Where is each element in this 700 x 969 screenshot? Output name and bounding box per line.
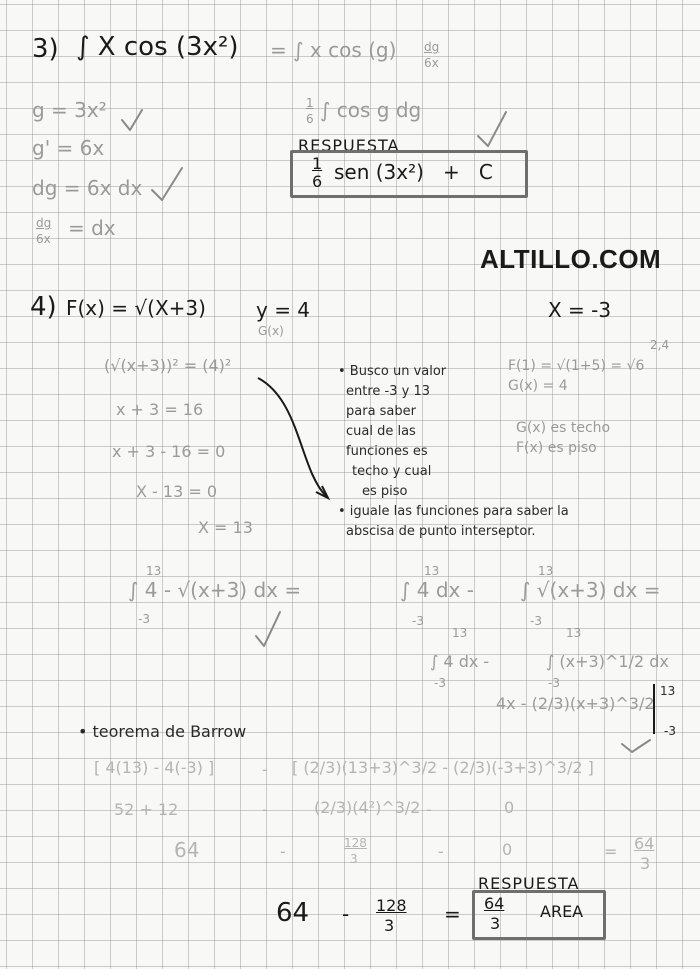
- barrow-row2-mid: -: [262, 800, 268, 819]
- barrow-row3-mid: -: [280, 842, 286, 861]
- problem-4-answer-label: RESPUESTA: [478, 874, 580, 893]
- problem-3-pre-rest: ∫ cos g dg: [320, 98, 422, 122]
- problem-4-note2-line2: abscisa de punto interseptor.: [346, 524, 536, 539]
- problem-4-eq1: (√(x+3))² = (4)²: [104, 356, 232, 375]
- watermark: ALTILLO.COM: [480, 244, 662, 274]
- side-line-4: F(x) es piso: [516, 440, 597, 456]
- final-minus: -: [342, 902, 350, 926]
- side-top: 2,4: [650, 338, 670, 352]
- barrow-row3-res-den: 3: [640, 854, 651, 873]
- barrow-row3-eq: =: [604, 842, 618, 861]
- problem-3-step-gprime: g' = 6x: [32, 136, 105, 160]
- barrow-row2-zero: 0: [504, 798, 515, 817]
- int2b-upper: 13: [538, 564, 554, 578]
- int2-upper: 13: [424, 564, 440, 578]
- problem-4-y-sub: G(x): [258, 324, 284, 338]
- int1-upper: 13: [146, 564, 162, 578]
- checkmark-icon: [622, 740, 650, 752]
- int2a-expr: ∫ 4 dx -: [400, 578, 474, 602]
- problem-4-f: F(x) = √(X+3): [66, 296, 206, 320]
- note1-line: funciones es: [346, 444, 428, 459]
- problem-3-pre-den: 6: [306, 112, 314, 126]
- int1-lower: -3: [138, 612, 150, 626]
- barrow-row2-dash: -: [426, 800, 432, 819]
- int2b-expr: ∫ √(x+3) dx =: [520, 578, 661, 602]
- problem-3-integral: ∫ X cos (3x²): [76, 32, 239, 62]
- eval-lower: -3: [664, 724, 676, 738]
- barrow-row3-dash: -: [438, 842, 444, 861]
- barrow-row3-zero: 0: [502, 840, 513, 859]
- note1-line: cual de las: [346, 424, 416, 439]
- barrow-row1-mid: -: [262, 760, 268, 779]
- problem-3-rewrite: = ∫ x cos (g): [270, 38, 397, 62]
- problem-3-rewrite-num: dg: [424, 40, 440, 54]
- barrow-row3-frac-num: 128: [344, 836, 367, 850]
- antiderivative: 4x - (2/3)(x+3)^3/2: [496, 694, 655, 713]
- problem-4-eq3: x + 3 - 16 = 0: [112, 442, 226, 461]
- problem-3-step-frac-num: dg: [36, 216, 52, 230]
- checkmark-icon: [152, 168, 182, 200]
- problem-4-number: 4): [30, 292, 57, 322]
- barrow-row2-right: (2/3)(4²)^3/2: [314, 798, 421, 817]
- problem-4-eq2: x + 3 = 16: [116, 400, 204, 419]
- final-eq: =: [444, 902, 461, 926]
- problem-4-answer-num: 64: [484, 894, 505, 913]
- problem-3-answer-rest: sen (3x²) + C: [334, 160, 493, 184]
- problem-4-answer-den: 3: [490, 914, 501, 933]
- eval-upper: 13: [660, 684, 676, 698]
- problem-4-eq4: X - 13 = 0: [136, 482, 218, 501]
- barrow-row3-left: 64: [174, 838, 200, 862]
- problem-3-rewrite-den: 6x: [424, 56, 439, 70]
- int1-expr: ∫ 4 - √(x+3) dx =: [128, 578, 302, 602]
- final-frac-num: 128: [376, 896, 407, 915]
- checkmark-icon: [478, 112, 506, 146]
- problem-3-pre-num: 1: [306, 96, 314, 110]
- arrow-icon: [258, 378, 326, 496]
- int3b-upper: 13: [566, 626, 582, 640]
- barrow-row3-frac-den: 3: [350, 852, 358, 866]
- problem-4-x: X = -3: [548, 298, 612, 322]
- problem-3-step-frac-den: 6x: [36, 232, 51, 246]
- final-left: 64: [276, 898, 310, 928]
- problem-3-step-dg: dg = 6x dx: [32, 176, 143, 200]
- int3b-expr: ∫ (x+3)^1/2 dx: [546, 652, 669, 671]
- final-frac-den: 3: [384, 916, 395, 935]
- note1-line: • Busco un valor: [338, 364, 447, 379]
- int3b-lower: -3: [548, 676, 560, 690]
- barrow-row3-res-num: 64: [634, 834, 655, 853]
- side-line-2: G(x) = 4: [508, 378, 568, 394]
- problem-3-step-frac-rest: = dx: [68, 216, 116, 240]
- barrow-row1-left: [ 4(13) - 4(-3) ]: [94, 758, 215, 777]
- note1-line: es piso: [362, 484, 408, 499]
- barrow-label: • teorema de Barrow: [78, 722, 247, 741]
- barrow-row1-right: [ (2/3)(13+3)^3/2 - (2/3)(-3+3)^3/2 ]: [292, 758, 594, 777]
- int3-upper: 13: [452, 626, 468, 640]
- int2-lower: -3: [412, 614, 424, 628]
- int3-lower: -3: [434, 676, 446, 690]
- int2b-lower: -3: [530, 614, 542, 628]
- checkmark-icon: [256, 612, 280, 646]
- barrow-row2-left: 52 + 12: [114, 800, 179, 819]
- note1-line: para saber: [346, 404, 416, 419]
- problem-4-y: y = 4: [256, 298, 311, 322]
- int3a-expr: ∫ 4 dx -: [430, 652, 490, 671]
- problem-4-answer-word: AREA: [540, 902, 584, 921]
- problem-3-answer-num: 1: [312, 154, 323, 173]
- checkmark-icon: [122, 110, 142, 130]
- problem-4-note2-line1: • iguale las funciones para saber la: [338, 504, 569, 519]
- problem-3-step-g: g = 3x²: [32, 98, 107, 122]
- problem-3-number: 3): [32, 34, 59, 64]
- problem-4-eq5: X = 13: [198, 518, 253, 537]
- note1-line: entre -3 y 13: [346, 384, 430, 399]
- side-line-1: F(1) = √(1+5) = √6: [508, 358, 645, 374]
- problem-3-answer-label: RESPUESTA: [298, 136, 400, 155]
- side-line-3: G(x) es techo: [516, 420, 611, 436]
- problem-3-answer-den: 6: [312, 172, 323, 191]
- note1-line: techo y cual: [352, 464, 432, 479]
